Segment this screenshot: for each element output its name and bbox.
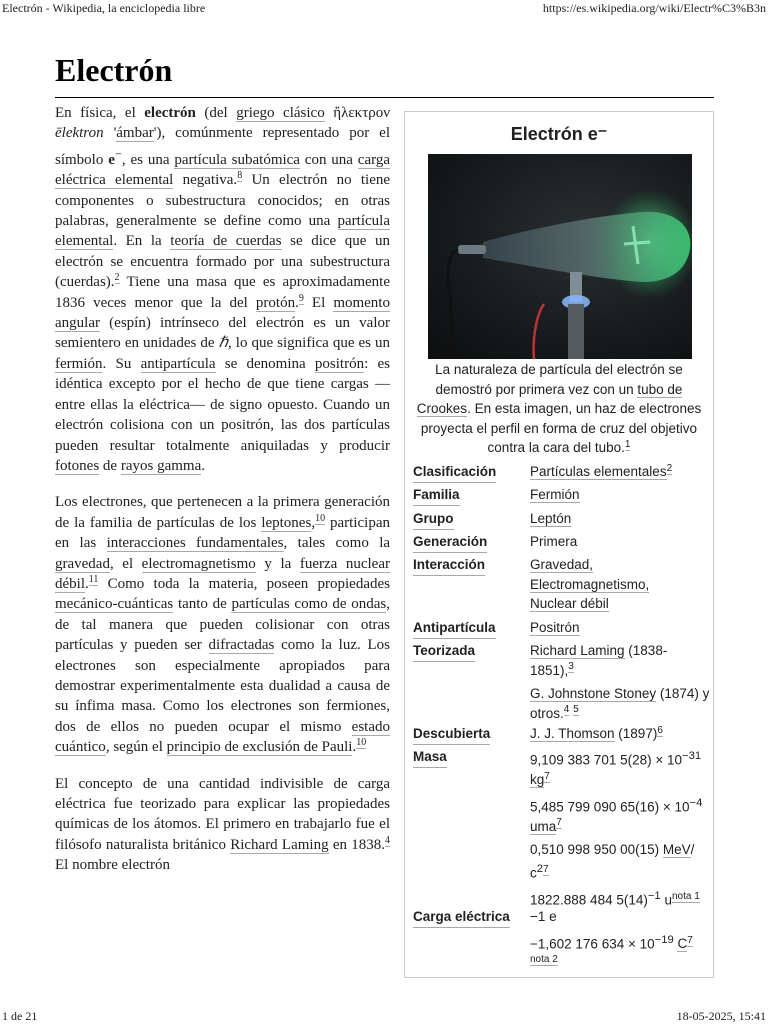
link-electromagnetismo[interactable]: electromagnetismo xyxy=(141,555,256,572)
symbol-e: e xyxy=(108,151,115,168)
print-footer xyxy=(0,1009,768,1023)
text: negativa. xyxy=(173,172,238,189)
ref-3[interactable]: 3 xyxy=(568,661,574,672)
text: , xyxy=(311,514,316,531)
link-difractadas[interactable]: difractadas xyxy=(208,637,275,654)
ref-10[interactable]: 10 xyxy=(315,512,326,524)
ref-4[interactable]: 4 xyxy=(563,704,570,715)
link-gravedad[interactable]: gravedad xyxy=(55,555,110,572)
stand-post xyxy=(568,304,584,359)
ref-2[interactable]: 2 xyxy=(114,272,120,284)
link-gravedad-infobox[interactable]: Gravedad, xyxy=(530,557,594,572)
link-kg[interactable]: kg xyxy=(530,772,545,787)
label-interaccion[interactable]: Interacción xyxy=(413,555,485,576)
text: tanto de xyxy=(173,596,232,613)
ref-7[interactable]: 7 xyxy=(687,934,693,946)
link-nuclear-debil[interactable]: Nuclear débil xyxy=(530,596,609,611)
tab-title: Electrón - Wikipedia, la enciclopedia libre xyxy=(2,1,206,15)
infobox xyxy=(404,111,714,978)
text: El concepto de una cantidad indivisible de carga eléctrica fue teorizado para explicar las propiedades químicas de los átomos. El primero en trabajarlo fue el filósofo naturalista británico xyxy=(55,775,390,853)
ref-6[interactable]: 6 xyxy=(657,724,663,736)
link-particulas-elementales[interactable]: Partículas elementales xyxy=(530,464,667,479)
label-generacion[interactable]: Generación xyxy=(413,532,487,553)
link-jj-thomson[interactable]: J. J. Thomson xyxy=(530,726,615,741)
text: c xyxy=(530,865,537,880)
text: de xyxy=(99,457,121,474)
text: En física, el xyxy=(55,105,145,121)
text: ' xyxy=(103,125,117,142)
text: . xyxy=(295,294,299,311)
ref-7[interactable]: 7 xyxy=(556,817,562,828)
link-carga-electrica-elemental[interactable]: carga eléctrica elemental xyxy=(55,151,390,189)
link-leptones[interactable]: leptones xyxy=(261,514,312,531)
text: / xyxy=(690,842,695,857)
ref-5[interactable]: 5 xyxy=(573,704,579,715)
page-url[interactable]: https://es.wikipedia.org/wiki/Electr%C3%B3n xyxy=(542,1,766,15)
link-proton[interactable]: protón xyxy=(255,294,296,311)
link-coulomb[interactable]: C xyxy=(677,936,688,951)
text: se dice que un electrón se encuentra formado por una subestructura (cuerdas). xyxy=(55,233,390,291)
text: El nombre electrón xyxy=(55,857,170,874)
text: . Su xyxy=(102,355,141,372)
value-generacion: Primera xyxy=(530,534,578,549)
link-estado-cuantico[interactable]: estado cuántico xyxy=(55,718,390,756)
link-positron-infobox[interactable]: Positrón xyxy=(530,620,580,635)
text: participan en las xyxy=(55,514,390,552)
symbol-minus: − xyxy=(114,146,122,161)
note-2[interactable]: nota 2 xyxy=(530,954,558,965)
link-particula-elemental[interactable]: partícula elemental xyxy=(55,213,390,250)
text: −1,602 176 634 × 10 xyxy=(530,936,655,951)
term-electron: electrón xyxy=(144,105,196,121)
exponent: 2 xyxy=(536,862,544,875)
page-count: 1 de 21 xyxy=(2,1009,38,1023)
label-masa[interactable]: Masa xyxy=(413,747,447,768)
link-fotones[interactable]: fotones xyxy=(55,457,100,474)
text: El xyxy=(303,294,334,311)
text: , según el xyxy=(105,739,167,756)
text: Tiene una masa que es aproximadamente 1836 veces menor que la del xyxy=(55,274,390,311)
text: (1874) y otros. xyxy=(530,686,710,721)
text: , lo que significa que es un xyxy=(228,335,390,352)
link-antiparticula[interactable]: antipartícula xyxy=(140,355,216,372)
text: 9,109 383 701 5(28) × 10 xyxy=(530,752,683,768)
print-header xyxy=(0,0,768,18)
infobox-title: Electrón e⁻ xyxy=(510,124,608,144)
text: (espín) intrínseco del electrón es un valor semientero en unidades de xyxy=(55,315,390,352)
crookes-tube-image[interactable] xyxy=(428,154,692,359)
text: (del xyxy=(195,105,237,121)
label-descubierta[interactable]: Descubierta xyxy=(413,724,490,745)
label-teorizada[interactable]: Teorizada xyxy=(413,641,475,662)
link-fuerza-nuclear-debil[interactable]: fuerza nuclear débil xyxy=(55,555,390,592)
text: , el xyxy=(109,555,142,572)
title-divider xyxy=(55,97,714,98)
link-momento-angular[interactable]: momento angular xyxy=(55,294,390,332)
text: 1822.888 484 5(14) xyxy=(530,892,648,907)
text: y la xyxy=(255,555,300,572)
exponent: −1 xyxy=(647,889,661,902)
link-particulas-como-de-ondas[interactable]: partículas como de ondas xyxy=(231,596,387,613)
link-principio-exclusion-pauli[interactable]: principio de exclusión de Pauli xyxy=(166,739,353,756)
link-interacciones-fundamentales[interactable]: interacciones fundamentales xyxy=(106,535,284,552)
link-tubo-de-crookes[interactable]: tubo de Crookes xyxy=(416,381,683,416)
text: . xyxy=(85,575,89,592)
link-uma[interactable]: uma xyxy=(530,818,557,834)
text: : es idéntica excepto por el hecho de que tiene cargas —entre ellas la eléctrica— de signo opuesto. Cuando un electrón colisiona con un positrón, las dos partículas pueden resultar totalmente aniquiladas y producir xyxy=(55,355,390,454)
ref-10[interactable]: 10 xyxy=(356,737,367,749)
text: (1897) xyxy=(614,726,658,741)
text: 0,510 998 950 00(15) xyxy=(530,842,663,857)
label-grupo[interactable]: Grupo xyxy=(413,509,454,530)
link-richard-laming-infobox[interactable]: Richard Laming xyxy=(530,643,625,658)
text: como la luz. Los electrones son especialmente apropiados para demostrar experimentalmente esta dualidad a causa de su ínfima masa. Como los electrones son fermiones, dos de ellos no pueden ocupar el mismo xyxy=(55,637,390,735)
paragraph-1 xyxy=(55,103,390,476)
link-ambar[interactable]: ámbar xyxy=(116,125,154,142)
text: se denomina xyxy=(215,355,315,372)
label-familia[interactable]: Familia xyxy=(413,485,460,506)
text: u xyxy=(664,892,672,907)
value-carga-e: −1 e xyxy=(530,909,557,924)
link-lepton[interactable]: Leptón xyxy=(530,511,572,526)
link-mecanico-cuanticas[interactable]: mecánico-cuánticas xyxy=(55,596,174,613)
text: , tales como la xyxy=(283,535,391,552)
text: en 1838. xyxy=(328,836,385,853)
text: . xyxy=(201,457,205,474)
hbar-symbol: ℏ xyxy=(218,335,229,352)
text: Un electrón no tiene componentes o subestructura conocidos; en otras palabras, generalmente se define como una xyxy=(55,172,391,230)
text: con una xyxy=(299,151,358,168)
link-fermion-infobox[interactable]: Fermión xyxy=(530,487,580,502)
label-clasificacion[interactable]: Clasificación xyxy=(413,462,496,483)
ref-9[interactable]: 9 xyxy=(298,292,304,304)
cathode-neck xyxy=(458,245,486,254)
text: (1838-1851), xyxy=(530,643,668,678)
ref-7[interactable]: 7 xyxy=(544,770,550,782)
text: Como toda la materia, poseen propiedades xyxy=(98,575,390,592)
label-antiparticula[interactable]: Antipartícula xyxy=(413,618,496,639)
link-johnstone-stoney[interactable]: G. Johnstone Stoney xyxy=(530,686,657,701)
text: '), comúnmente representado por el símbolo xyxy=(55,125,390,168)
exponent: −31 xyxy=(682,750,702,762)
link-teoria-de-cuerdas[interactable]: teoría de cuerdas xyxy=(170,233,282,250)
link-griego-clasico[interactable]: griego clásico xyxy=(236,105,325,121)
label-carga-electrica[interactable]: Carga eléctrica xyxy=(413,907,510,928)
ref-11[interactable]: 11 xyxy=(88,573,99,585)
text: . En la xyxy=(113,233,171,250)
paragraph-2 xyxy=(55,492,390,757)
text: Los electrones, que pertenecen a la primera generación de la familia de partículas de los xyxy=(55,494,390,531)
print-datetime: 18-05-2025, 15:41 xyxy=(676,1009,766,1023)
exponent: −4 xyxy=(689,796,703,809)
ref-2[interactable]: 2 xyxy=(666,462,673,474)
article-body xyxy=(55,103,390,892)
link-mev[interactable]: MeV xyxy=(662,842,691,857)
ref-8[interactable]: 8 xyxy=(237,170,243,182)
exponent: −19 xyxy=(654,933,674,946)
link-particula-subatomica[interactable]: partícula subatómica xyxy=(174,151,300,168)
page-title: Electrón xyxy=(55,52,173,88)
text: ἤλεκτρον xyxy=(324,105,390,121)
paragraph-3 xyxy=(55,774,390,876)
link-electromagnetismo-infobox[interactable]: Electromagnetismo, xyxy=(530,576,650,592)
link-richard-laming[interactable]: Richard Laming xyxy=(230,836,329,853)
text: . En esta imagen, un haz de electrones proyecta el perfil en forma de cruz del objetivo contra la cara del tubo. xyxy=(420,401,702,455)
text: La naturaleza de partícula del electrón se demostró por primera vez con un xyxy=(435,362,683,397)
ref-1[interactable]: 1 xyxy=(624,438,631,450)
text: , de tal manera que pueden colisionar con otras partículas y pueden ser xyxy=(55,596,390,654)
link-rayos-gamma[interactable]: rayos gamma xyxy=(120,457,202,474)
ref-7[interactable]: 7 xyxy=(543,863,549,875)
infobox-caption xyxy=(413,360,705,458)
note-1[interactable]: nota 1 xyxy=(671,890,700,902)
link-positron[interactable]: positrón xyxy=(314,355,365,372)
text: 5,485 799 090 65(16) × 10 xyxy=(530,799,690,814)
ref-4[interactable]: 4 xyxy=(385,834,390,846)
text: . xyxy=(352,739,357,756)
link-fermion[interactable]: fermión xyxy=(55,355,103,372)
transliteration: ēlektron xyxy=(55,125,104,142)
text: , es una xyxy=(121,151,175,168)
